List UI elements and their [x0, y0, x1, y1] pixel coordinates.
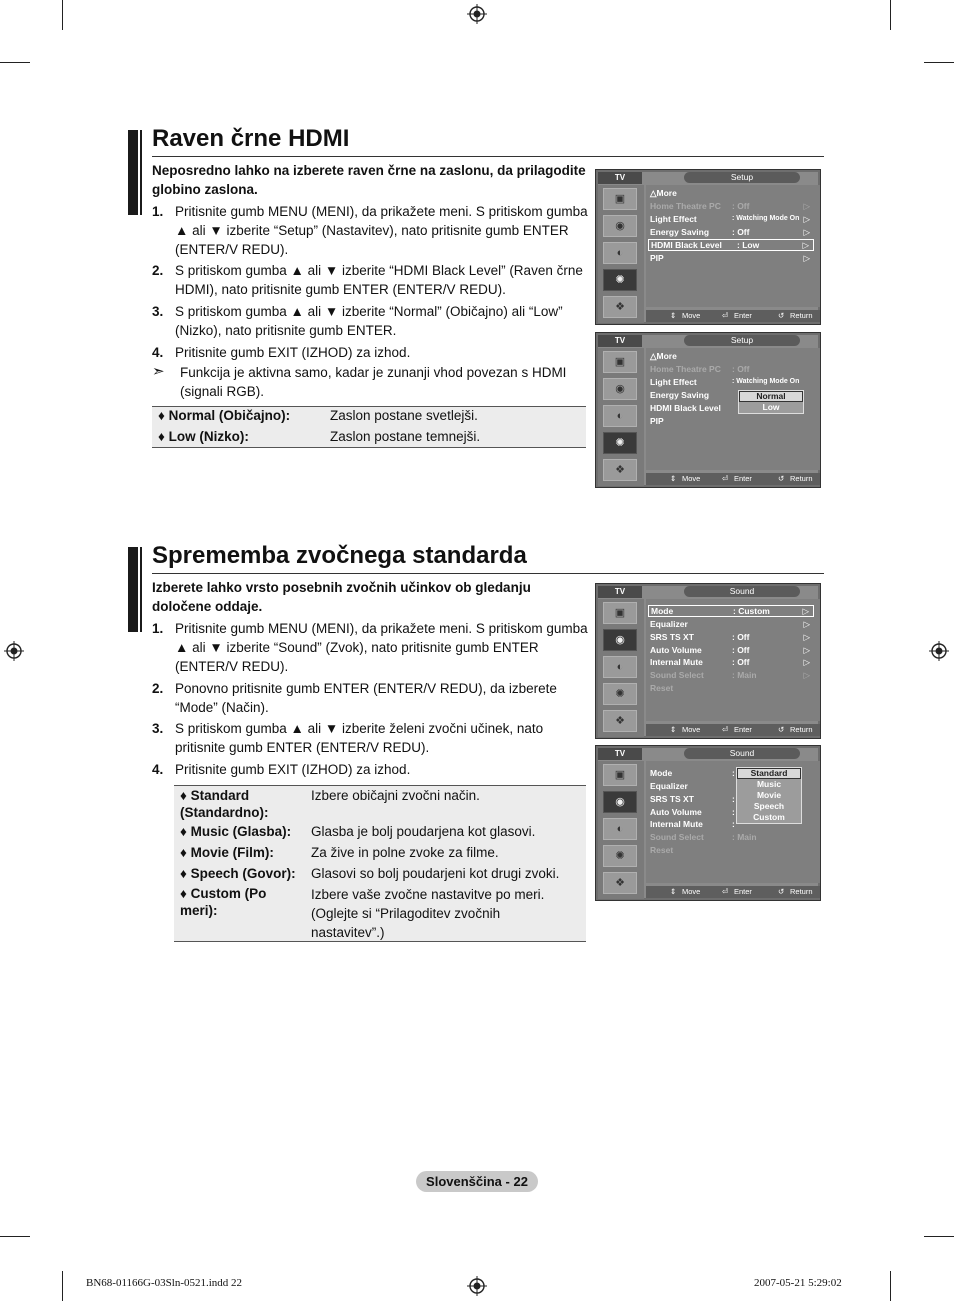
- footer-move: Move: [682, 725, 701, 734]
- option-key: ♦ Standard (Standardno):: [180, 788, 269, 820]
- move-icon: ⇕: [670, 311, 677, 320]
- osd-row-value: : Off: [732, 657, 750, 667]
- note: [152, 363, 592, 401]
- osd-row-value: :: [732, 807, 735, 817]
- osd-row-value: : Off: [732, 227, 750, 237]
- option-key: ♦ Speech (Govor):: [180, 866, 296, 881]
- arrow-right-icon: ▷: [802, 606, 809, 616]
- channel-icon: ◐: [603, 242, 637, 264]
- input-icon: ❖: [603, 296, 637, 318]
- option-value: Zaslon postane svetlejši.: [330, 408, 478, 423]
- osd-row-label: Energy Saving: [650, 227, 710, 237]
- step-4: [152, 343, 592, 362]
- section-marker-bar: [128, 547, 142, 632]
- tv-osd-setup-menu: [595, 169, 821, 325]
- osd-row-label: Mode: [650, 768, 673, 778]
- setup-gear-icon: ✺: [603, 432, 637, 454]
- move-icon: ⇕: [670, 725, 677, 734]
- picture-icon: ▣: [603, 764, 637, 786]
- osd-row-label: Mode: [651, 606, 674, 616]
- osd-header: Setup: [684, 335, 800, 346]
- step-number: 3.: [152, 304, 164, 319]
- arrow-right-icon: ▷: [803, 253, 810, 263]
- channel-icon: ◐: [603, 405, 637, 427]
- return-icon: ↺: [778, 311, 785, 320]
- crop-mark: [62, 0, 63, 30]
- return-icon: ↺: [778, 474, 785, 483]
- picture-icon: ▣: [603, 602, 637, 624]
- sound-icon: ◉: [603, 791, 637, 813]
- osd-row: [648, 363, 814, 375]
- move-icon: ⇕: [670, 474, 677, 483]
- step-text: Pritisnite gumb EXIT (IZHOD) za izhod.: [175, 762, 411, 777]
- footer-enter: Enter: [734, 725, 752, 734]
- return-icon: ↺: [778, 725, 785, 734]
- osd-row: [648, 213, 814, 225]
- dropdown-option: Low: [762, 402, 780, 412]
- registration-mark-icon: [929, 641, 949, 661]
- enter-icon: ⏎: [722, 474, 729, 483]
- step-3: [152, 719, 592, 757]
- move-icon: ⇕: [670, 887, 677, 896]
- osd-row-value: :: [732, 794, 735, 804]
- option-value: Glasba je bolj poudarjena kot glasovi.: [311, 824, 536, 839]
- osd-row: [648, 631, 814, 643]
- osd-row-label: Reset: [650, 845, 674, 855]
- option-value: Glasovi so bolj poudarjeni kot drugi zvoki.: [311, 866, 560, 881]
- channel-icon: ◐: [603, 818, 637, 840]
- osd-row: [648, 415, 814, 427]
- option-key: ♦ Normal (Običajno):: [158, 408, 291, 423]
- option-row: [180, 787, 580, 821]
- osd-row: [648, 682, 814, 694]
- sound-icon: ◉: [603, 629, 637, 651]
- osd-footer: [646, 886, 820, 898]
- registration-mark-icon: [467, 1276, 487, 1296]
- option-key: ♦ Custom (Po meri):: [180, 886, 267, 918]
- osd-footer: [646, 473, 820, 485]
- osd-row-value: : Main: [732, 832, 757, 842]
- step-text: S pritiskom gumba ▲ ali ▼ izberite “Normal” (Običajno) ali “Low” (Nizko), nato pritisnite gumb ENTER.: [175, 304, 563, 338]
- osd-row-label: Internal Mute: [650, 657, 703, 667]
- osd-row: [648, 200, 814, 212]
- arrow-right-icon: ▷: [802, 240, 809, 250]
- enter-icon: ⏎: [722, 887, 729, 896]
- input-icon: ❖: [603, 872, 637, 894]
- setup-gear-icon: ✺: [603, 269, 637, 291]
- option-value: Za žive in polne zvoke za filme.: [311, 845, 499, 860]
- input-icon: ❖: [603, 710, 637, 732]
- crop-mark: [62, 1271, 63, 1301]
- step-4: [152, 760, 592, 779]
- footer-return: Return: [790, 725, 813, 734]
- osd-row-label: PIP: [650, 253, 664, 263]
- registration-mark-icon: [467, 4, 487, 24]
- arrow-right-icon: ▷: [803, 214, 810, 224]
- footer-move: Move: [682, 474, 701, 483]
- osd-row: [648, 252, 814, 264]
- osd-row: [648, 644, 814, 656]
- registration-mark-icon: [4, 641, 24, 661]
- osd-row: [648, 376, 814, 388]
- step-1: [152, 619, 592, 676]
- arrow-right-icon: ▷: [803, 227, 810, 237]
- step-2: [152, 261, 592, 299]
- print-footer-file: BN68-01166G-03Sln-0521.indd 22: [86, 1277, 243, 1289]
- osd-sidebar: [598, 761, 644, 899]
- option-key: ♦ Movie (Film):: [180, 845, 274, 860]
- note-arrow-icon: ➣: [152, 363, 165, 380]
- step-text: S pritiskom gumba ▲ ali ▼ izberite “HDMI Black Level” (Raven črne HDMI), nato pritisnite gumb ENTER (ENTER/V REDU).: [175, 263, 583, 297]
- step-text: Ponovno pritisnite gumb ENTER (ENTER/V REDU), da izberete “Mode” (Način).: [175, 681, 557, 715]
- step-number: 1.: [152, 204, 164, 219]
- arrow-right-icon: ▷: [803, 201, 810, 211]
- option-key: ♦ Music (Glasba):: [180, 824, 292, 839]
- section-marker-bar: [128, 130, 142, 215]
- step-number: 4.: [152, 762, 164, 777]
- section-rule: [152, 573, 824, 574]
- osd-row: [648, 187, 814, 199]
- osd-row-label: HDMI Black Level: [650, 403, 721, 413]
- step-text: Pritisnite gumb EXIT (IZHOD) za izhod.: [175, 345, 411, 360]
- note-text: Funkcija je aktivna samo, kadar je zunanji vhod povezan s HDMI (signali RGB).: [180, 365, 567, 399]
- channel-icon: ◐: [603, 656, 637, 678]
- osd-row: [648, 350, 814, 362]
- osd-row-label: Home Theatre PC: [650, 364, 721, 374]
- osd-row-label: Equalizer: [650, 619, 688, 629]
- dropdown-option-selected: Normal: [739, 391, 803, 402]
- tv-label: TV: [598, 335, 642, 347]
- osd-row-label: △More: [650, 188, 677, 198]
- picture-icon: ▣: [603, 351, 637, 373]
- osd-row-value: :: [732, 819, 735, 829]
- section-title: Sprememba zvočnega standarda: [152, 542, 527, 569]
- osd-row-label: Energy Saving: [650, 390, 710, 400]
- enter-icon: ⏎: [722, 311, 729, 320]
- osd-row-value: : Watching Mode On: [732, 378, 800, 385]
- tv-osd-setup-menu-dropdown: [595, 332, 821, 488]
- osd-row-label: Reset: [650, 683, 674, 693]
- osd-row: [648, 669, 814, 681]
- osd-header: Setup: [684, 172, 800, 183]
- osd-row-value: : Low: [737, 240, 760, 250]
- osd-dropdown: [736, 767, 802, 824]
- step-number: 2.: [152, 681, 164, 696]
- osd-row-value: : Watching Mode On: [732, 215, 800, 222]
- setup-gear-icon: ✺: [603, 845, 637, 867]
- osd-row-selected: [648, 239, 814, 251]
- step-number: 2.: [152, 263, 164, 278]
- footer-enter: Enter: [734, 887, 752, 896]
- osd-menu: [646, 761, 820, 883]
- osd-row-value: : Off: [732, 201, 750, 211]
- osd-row: [648, 844, 814, 856]
- tv-label: TV: [598, 172, 642, 184]
- dropdown-option-selected: Standard: [737, 768, 801, 779]
- section-intro: Neposredno lahko na izberete raven črne na zaslonu, da prilagodite globino zaslona.: [152, 163, 586, 197]
- osd-row-value: : Main: [732, 670, 757, 680]
- osd-sidebar: [598, 185, 644, 323]
- step-3: [152, 302, 592, 340]
- osd-row: [648, 226, 814, 238]
- crop-mark: [924, 1236, 954, 1237]
- arrow-right-icon: ▷: [803, 657, 810, 667]
- osd-row-value: : Off: [732, 364, 750, 374]
- footer-enter: Enter: [734, 311, 752, 320]
- crop-mark: [0, 62, 30, 63]
- option-value: Izbere vaše zvočne nastavitve po meri. (Oglejte si “Prilagoditev zvočnih nastavitev”.): [311, 887, 545, 940]
- osd-row-label: Auto Volume: [650, 645, 702, 655]
- osd-row-label: PIP: [650, 416, 664, 426]
- footer-move: Move: [682, 311, 701, 320]
- section-title: Raven črne HDMI: [152, 125, 350, 152]
- section-intro: Izberete lahko vrsto posebnih zvočnih učinkov ob gledanju določene oddaje.: [152, 580, 531, 614]
- osd-sidebar: [598, 348, 644, 486]
- footer-return: Return: [790, 887, 813, 896]
- osd-row-label: SRS TS XT: [650, 794, 694, 804]
- tv-osd-sound-menu-dropdown: [595, 745, 821, 901]
- option-value: Zaslon postane temnejši.: [330, 429, 481, 444]
- option-row: [180, 823, 580, 843]
- osd-sidebar: [598, 599, 644, 737]
- osd-row-label: Equalizer: [650, 781, 688, 791]
- option-row: [180, 885, 580, 939]
- step-text: Pritisnite gumb MENU (MENI), da prikažete meni. S pritiskom gumba ▲ ali ▼ izberite “Sound” (Zvok), nato pritisnite gumb ENTER (ENTER/V REDU).: [175, 621, 588, 674]
- osd-row-selected: [648, 605, 814, 617]
- tv-osd-sound-menu: [595, 583, 821, 739]
- osd-footer: [646, 310, 820, 322]
- osd-row-label: HDMI Black Level: [651, 240, 722, 250]
- sound-icon: ◉: [603, 215, 637, 237]
- osd-row-label: Home Theatre PC: [650, 201, 721, 211]
- picture-icon: ▣: [603, 188, 637, 210]
- footer-move: Move: [682, 887, 701, 896]
- footer-return: Return: [790, 311, 813, 320]
- option-row: [180, 865, 580, 885]
- crop-mark: [0, 1236, 30, 1237]
- osd-row-label: Auto Volume: [650, 807, 702, 817]
- sound-icon: ◉: [603, 378, 637, 400]
- osd-menu: [646, 599, 820, 721]
- osd-menu: [646, 185, 820, 307]
- setup-gear-icon: ✺: [603, 683, 637, 705]
- osd-header: Sound: [684, 586, 800, 597]
- arrow-right-icon: ▷: [803, 632, 810, 642]
- step-text: Pritisnite gumb MENU (MENI), da prikažete meni. S pritiskom gumba ▲ ali ▼ izberite “Setup” (Nastavitev), nato pritisnite gumb ENTER (ENTER/V REDU).: [175, 204, 588, 257]
- osd-row-value: : Off: [732, 645, 750, 655]
- osd-row-label: Sound Select: [650, 670, 704, 680]
- dropdown-option: Movie: [756, 790, 782, 800]
- dropdown-option: Music: [756, 779, 782, 789]
- crop-mark: [924, 62, 954, 63]
- arrow-right-icon: ▷: [803, 619, 810, 629]
- dropdown-option: Speech: [753, 801, 785, 811]
- crop-mark: [890, 1271, 891, 1301]
- osd-row-label: Sound Select: [650, 832, 704, 842]
- step-text: S pritiskom gumba ▲ ali ▼ izberite želeni zvočni učinek, nato pritisnite gumb ENTER (ENTER/V REDU).: [175, 721, 544, 755]
- osd-row-label: Light Effect: [650, 214, 697, 224]
- step-1: [152, 202, 592, 259]
- page-number-badge: Slovenščina - 22: [416, 1171, 538, 1192]
- osd-dropdown: [738, 390, 804, 414]
- step-number: 3.: [152, 721, 164, 736]
- osd-header: Sound: [684, 748, 800, 759]
- osd-row-label: Light Effect: [650, 377, 697, 387]
- tv-label: TV: [598, 748, 642, 760]
- tv-label: TV: [598, 586, 642, 598]
- step-number: 4.: [152, 345, 164, 360]
- print-footer-timestamp: 2007-05-21 5:29:02: [754, 1277, 842, 1289]
- option-row: [180, 844, 580, 864]
- osd-menu: [646, 348, 820, 470]
- step-number: 1.: [152, 621, 164, 636]
- footer-return: Return: [790, 474, 813, 483]
- option-value: Izbere običajni zvočni način.: [311, 788, 480, 803]
- arrow-right-icon: ▷: [803, 645, 810, 655]
- crop-mark: [890, 0, 891, 30]
- osd-row-value: : Off: [732, 632, 750, 642]
- dropdown-option: Custom: [753, 812, 785, 822]
- osd-row: [648, 831, 814, 843]
- osd-row-label: SRS TS XT: [650, 632, 694, 642]
- option-row: [158, 407, 578, 427]
- osd-row-label: △More: [650, 351, 677, 361]
- osd-row: [648, 618, 814, 630]
- section-rule: [152, 156, 824, 157]
- arrow-right-icon: ▷: [803, 670, 810, 680]
- osd-row-value: :: [732, 768, 735, 778]
- osd-row-value: : Custom: [733, 606, 770, 616]
- input-icon: ❖: [603, 459, 637, 481]
- return-icon: ↺: [778, 887, 785, 896]
- option-row: [158, 428, 578, 448]
- step-2: [152, 679, 592, 717]
- osd-footer: [646, 724, 820, 736]
- osd-row: [648, 656, 814, 668]
- option-key: ♦ Low (Nizko):: [158, 429, 249, 444]
- osd-row-label: Internal Mute: [650, 819, 703, 829]
- footer-enter: Enter: [734, 474, 752, 483]
- enter-icon: ⏎: [722, 725, 729, 734]
